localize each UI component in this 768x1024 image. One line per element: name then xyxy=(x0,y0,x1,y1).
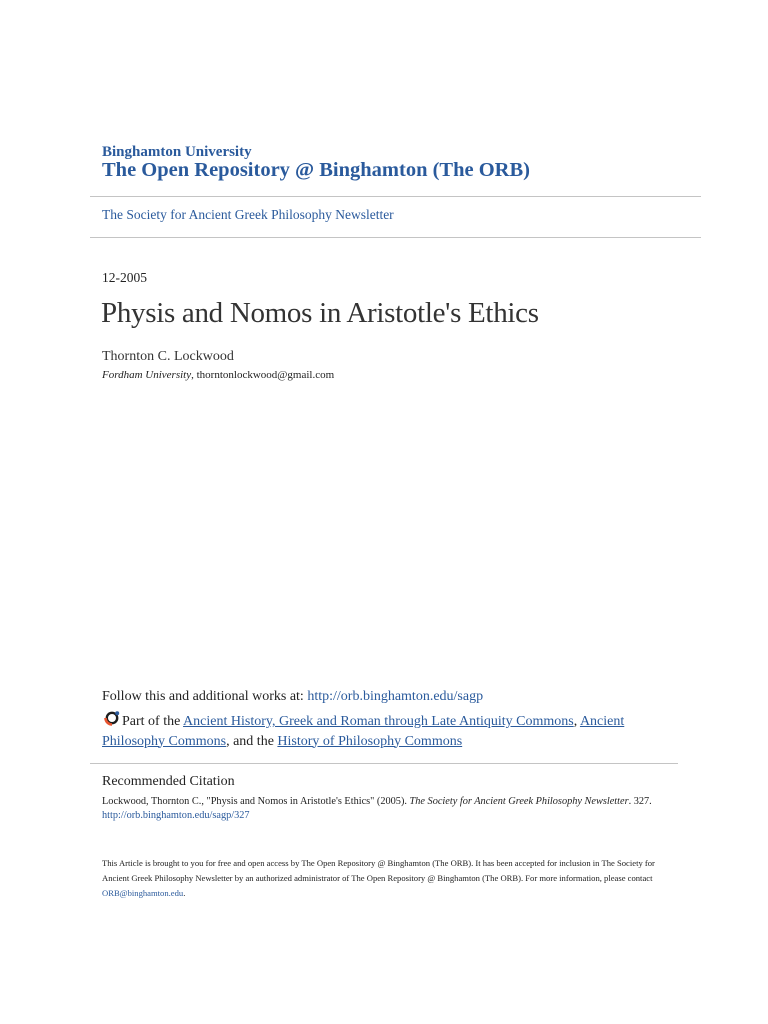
affiliation-email: , thorntonlockwood@gmail.com xyxy=(191,369,335,381)
follow-prefix: Follow this and additional works at: xyxy=(102,689,308,704)
citation-journal: The Society for Ancient Greek Philosophy Newsletter xyxy=(409,796,629,807)
part-of-line xyxy=(102,711,662,751)
divider-citation xyxy=(90,763,678,764)
series-link[interactable]: The Society for Ancient Greek Philosophy Newsletter xyxy=(102,207,394,222)
part-of-prefix: Part of the xyxy=(122,714,184,729)
citation-text-after: . 327. xyxy=(628,796,652,807)
commons-separator-2: , and the xyxy=(226,733,278,749)
follow-link[interactable]: http://orb.binghamton.edu/sagp xyxy=(307,689,484,704)
notice-end: . xyxy=(183,888,186,898)
divider-series xyxy=(90,237,701,238)
notice-text: This Article is brought to you for free and open access by The Open Repository @ Binghamton (The ORB). It has been accepted for inclusion in The Society for Ancient Greek Philosophy Newsletter by an authorized administrator of The Open Repository @ Binghamton (The ORB). For more information, please contact xyxy=(102,858,655,883)
publication-date: 12-2005 xyxy=(102,270,147,285)
commons-link-ancient-philosophy[interactable]: Ancient Philosophy Commons xyxy=(102,714,625,749)
affiliation-institution: Fordham University xyxy=(102,369,192,381)
author-name: Thornton C. Lockwood xyxy=(102,349,234,364)
citation-url-link[interactable]: http://orb.binghamton.edu/sagp/327 xyxy=(102,810,250,821)
commons-link-ancient-history[interactable]: Ancient History, Greek and Roman through Late Antiquity Commons xyxy=(183,714,574,729)
article-title: Physis and Nomos in Aristotle's Ethics xyxy=(101,297,539,329)
commons-separator-1: , xyxy=(573,714,580,729)
repository-link[interactable]: The Open Repository @ Binghamton (The ORB) xyxy=(102,159,530,181)
commons-link-history-of-philosophy[interactable]: History of Philosophy Commons xyxy=(277,733,463,749)
bepress-network-icon xyxy=(102,711,120,727)
university-name: Binghamton University xyxy=(102,144,252,160)
access-notice xyxy=(102,856,662,901)
citation-text xyxy=(102,795,662,823)
contact-email-link[interactable]: ORB@binghamton.edu xyxy=(102,888,184,898)
citation-heading: Recommended Citation xyxy=(102,774,235,789)
divider-top xyxy=(90,196,701,197)
citation-text-before: Lockwood, Thornton C., "Physis and Nomos in Aristotle's Ethics" (2005). xyxy=(102,796,410,807)
author-affiliation xyxy=(102,369,334,381)
follow-line xyxy=(102,689,483,705)
